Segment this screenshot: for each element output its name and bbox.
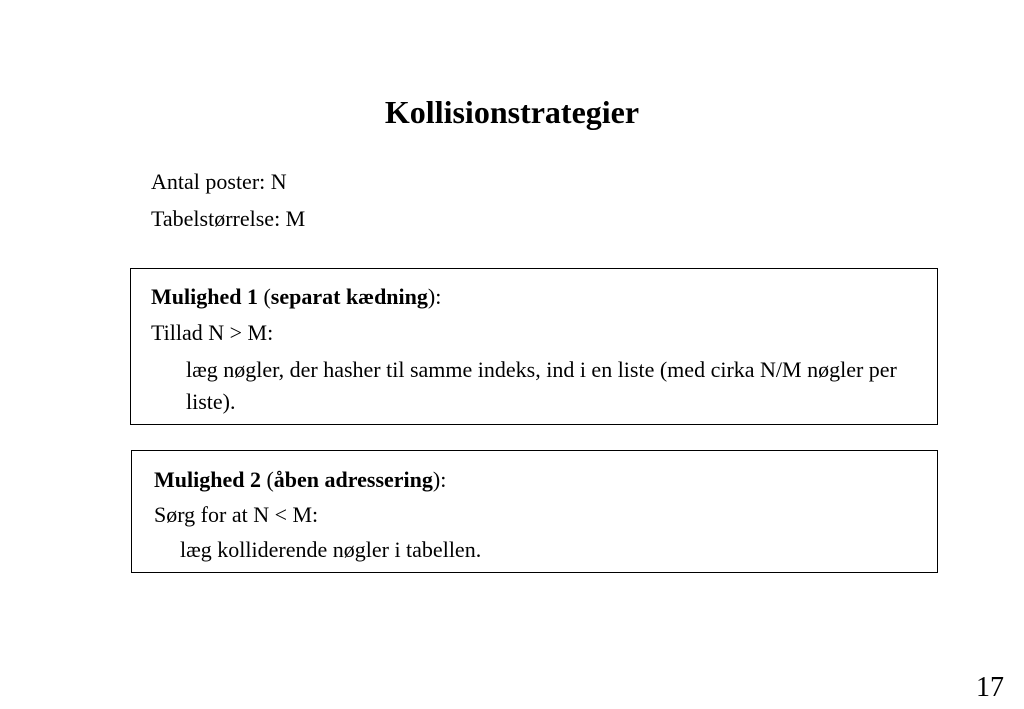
- option-2-method: åben adressering: [273, 467, 433, 492]
- slide-title: Kollisionstrategier: [384, 94, 640, 130]
- intro-records-count: Antal poster: N: [151, 169, 287, 194]
- option-1-label: Mulighed 1: [151, 284, 258, 309]
- page-number: 17: [976, 672, 1004, 703]
- option-2-close: ):: [432, 467, 447, 492]
- option-1-method: separat kædning: [270, 284, 428, 309]
- option-1-box: [130, 268, 938, 425]
- intro-table-size: Tabelstørrelse: M: [151, 206, 306, 231]
- option-2-condition: Sørg for at N < M:: [154, 502, 319, 527]
- option-1-description: læg nøgler, der hasher til samme indeks, ind i en liste (med cirka N/M nøgler per liste).: [186, 357, 897, 414]
- option-2-open-paren: (: [260, 467, 274, 492]
- option-1-close: ):: [427, 284, 442, 309]
- option-1-condition: Tillad N > M:: [151, 320, 274, 345]
- option-1-open-paren: (: [257, 284, 271, 309]
- option-2-description: læg kolliderende nøgler i tabellen.: [180, 537, 482, 562]
- option-1-heading: [151, 283, 441, 311]
- option-2-heading: [154, 466, 446, 494]
- option-2-box: [131, 450, 938, 573]
- option-2-label: Mulighed 2: [154, 467, 261, 492]
